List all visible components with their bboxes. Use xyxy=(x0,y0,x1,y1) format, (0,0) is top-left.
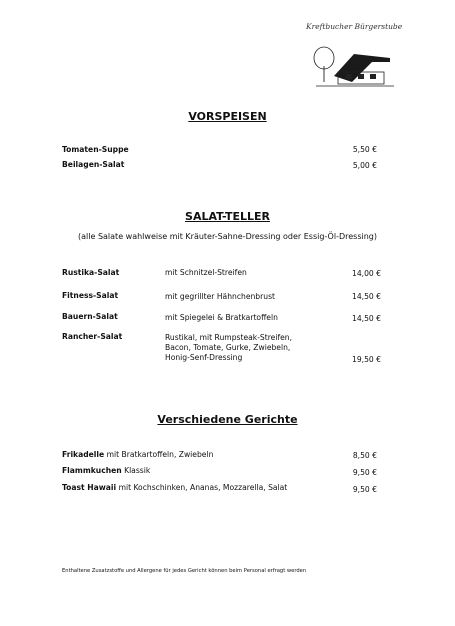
item-name: Beilagen-Salat xyxy=(62,160,125,169)
item-name: Bauern-Salat xyxy=(62,312,118,321)
dish-line xyxy=(62,450,213,459)
dish-line xyxy=(62,466,150,475)
allergen-footer-note: Enthaltene Zusatzstoffe und Allergene für jedes Gericht können beim Personal erfragt werden xyxy=(62,568,307,574)
heading-salat-teller: SALAT-TELLER xyxy=(185,210,270,223)
item-description xyxy=(165,333,292,363)
item-price: 8,50 € xyxy=(352,451,377,460)
item-name: Frikadelle xyxy=(62,450,105,459)
item-description: Klassik xyxy=(124,466,151,475)
desc-line: Rustikal, mit Rumpsteak-Streifen, xyxy=(165,333,293,342)
item-name: Rancher-Salat xyxy=(62,332,123,341)
salat-dressing-note: (alle Salate wahlweise mit Kräuter-Sahne-Dressing oder Essig-Öl-Dressing) xyxy=(78,232,377,241)
item-price: 19,50 € xyxy=(352,355,381,364)
item-name: Fitness-Salat xyxy=(62,291,119,300)
item-name: Flammkuchen xyxy=(62,466,122,475)
item-description: mit Spiegelei & Bratkartoffeln xyxy=(165,313,278,322)
item-price: 14,50 € xyxy=(352,314,381,323)
item-price: 5,50 € xyxy=(352,145,377,154)
item-name: Tomaten-Suppe xyxy=(62,145,129,154)
house-tree-logo-icon xyxy=(312,36,402,92)
item-price: 5,00 € xyxy=(352,161,377,170)
desc-line: Bacon, Tomate, Gurke, Zwiebeln, xyxy=(165,343,291,352)
desc-line: Honig-Senf-Dressing xyxy=(165,353,243,362)
item-description: mit Bratkartoffeln, Zwiebeln xyxy=(106,450,214,459)
heading-verschiedene-gerichte: Verschiedene Gerichte xyxy=(157,413,298,426)
item-name: Rustika-Salat xyxy=(62,268,120,277)
item-price: 9,50 € xyxy=(352,468,377,477)
item-description: mit gegrillter Hähnchenbrust xyxy=(165,292,275,301)
heading-vorspeisen: VORSPEISEN xyxy=(188,110,267,123)
item-description: mit Kochschinken, Ananas, Mozzarella, Salat xyxy=(118,483,288,492)
item-price: 14,00 € xyxy=(352,269,381,278)
logo-text: Kreftbucher Bürgerstube xyxy=(306,22,403,31)
dish-line xyxy=(62,483,287,492)
item-price: 14,50 € xyxy=(352,292,381,301)
item-description: mit Schnitzel-Streifen xyxy=(165,268,247,277)
item-price: 9,50 € xyxy=(352,485,377,494)
item-name: Toast Hawaii xyxy=(62,483,117,492)
restaurant-logo xyxy=(306,22,406,92)
